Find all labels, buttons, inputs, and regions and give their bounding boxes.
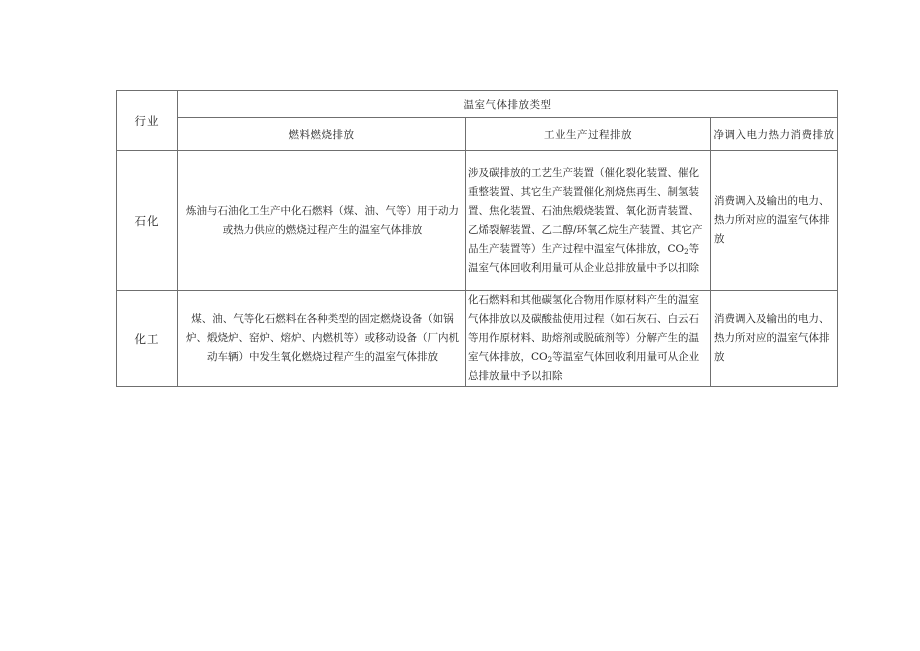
emission-type-table: [116, 90, 838, 387]
row-net-power-heat-text: 消费调入及输出的电力、热力所对应的温室气体排放: [711, 151, 838, 291]
table-header-row-1: [117, 91, 838, 118]
process-text-part: 涉及碳排放的工艺生产装置（催化裂化装置、催化重整装置、其它生产装置催化剂烧焦再生、制氢装置、焦化装置、石油焦煅烧装置、氧化沥青装置、乙烯裂解装置、乙二醇/环氧乙烷生产装置、其它产品生产装置等）生产过程中温室气体排放，CO: [468, 166, 703, 255]
header-industrial-process: 工业生产过程排放: [466, 118, 711, 151]
row-net-power-heat-text: 消费调入及输出的电力、热力所对应的温室气体排放: [711, 291, 838, 387]
process-text-part: 等温室气体回收利用量可从企业总排放量中予以扣除: [468, 351, 700, 382]
co2-subscript: 2: [547, 356, 553, 364]
header-net-power-heat: 净调入电力热力消费排放: [711, 118, 838, 151]
process-text-part: 化石燃料和其他碳氢化合物用作原材料产生的温室气体排放以及碳酸盐使用过程（如石灰石、白云石等用作原材料、助熔剂或脱硫剂等）分解产生的温室气体排放，CO: [468, 294, 699, 363]
table-row: [117, 291, 838, 387]
header-industry: 行业: [117, 91, 178, 151]
row-industrial-process-text: [466, 151, 711, 291]
row-fuel-combustion-text: 炼油与石油化工生产中化石燃料（煤、油、气等）用于动力或热力供应的燃烧过程产生的温室气体排放: [178, 151, 466, 291]
table-header-row-2: [117, 118, 838, 151]
header-emission-types: 温室气体排放类型: [178, 91, 838, 118]
header-fuel-combustion: 燃料燃烧排放: [178, 118, 466, 151]
row-industrial-process-text: [466, 291, 711, 387]
row-fuel-combustion-text: 煤、油、气等化石燃料在各种类型的固定燃烧设备（如锅炉、煅烧炉、窑炉、熔炉、内燃机等）或移动设备（厂内机动车辆）中发生氧化燃烧过程产生的温室气体排放: [178, 291, 466, 387]
row-industry-petrochemical: 石化: [117, 151, 178, 291]
row-industry-chemical: 化工: [117, 291, 178, 387]
co2-subscript: 2: [684, 247, 689, 256]
process-text-part: 等温室气体回收利用量可从企业总排放量中予以扣除: [468, 242, 700, 274]
table-row: [117, 151, 838, 291]
